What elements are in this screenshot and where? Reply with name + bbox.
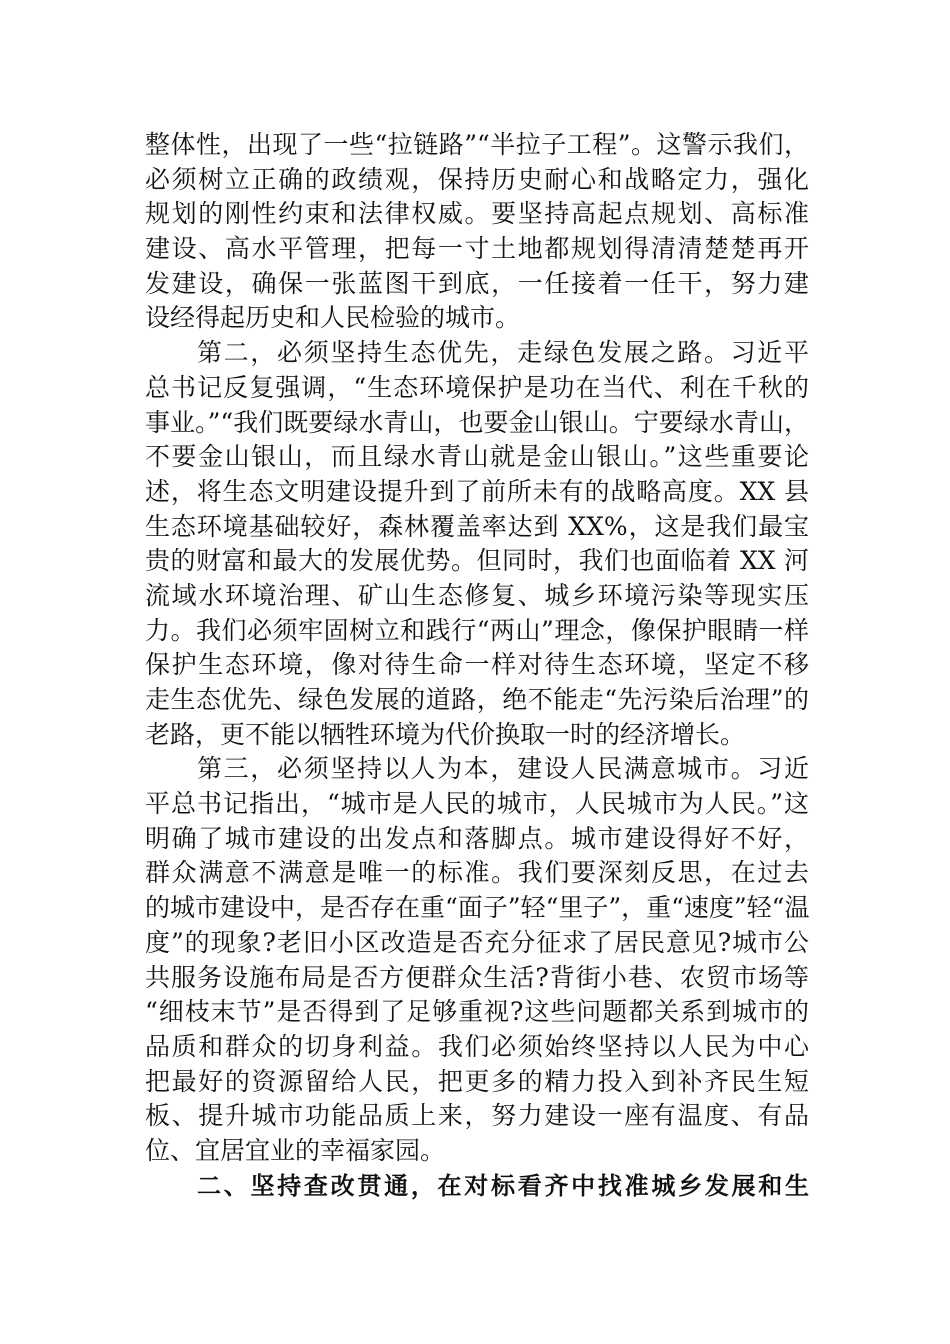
text-line: 把最好的资源留给人民，把更多的精力投入到补齐民生短	[145, 1066, 809, 1096]
text-line: 品质和群众的切身利益。我们必须始终坚持以人民为中心	[145, 1031, 809, 1061]
text-line: 规划的刚性约束和法律权威。要坚持高起点规划、高标准	[145, 199, 809, 229]
text-line: 明确了城市建设的出发点和落脚点。城市建设得好不好，	[145, 823, 809, 853]
text-line: 群众满意不满意是唯一的标准。我们要深刻反思，在过去	[145, 858, 809, 888]
text-line: 共服务设施布局是否方便群众生活?背街小巷、农贸市场等	[145, 962, 809, 992]
text-line: 位、宜居宜业的幸福家园。	[145, 1135, 446, 1165]
text-line: 建设、高水平管理，把每一寸土地都规划得清清楚楚再开	[145, 234, 809, 264]
text-line: 平总书记指出，“城市是人民的城市，人民城市为人民。”这	[145, 789, 809, 819]
text-line: 板、提升城市功能品质上来，努力建设一座有温度、有品	[145, 1101, 809, 1131]
text-line: “细枝末节”是否得到了足够重视?这些问题都关系到城市的	[145, 997, 809, 1027]
heading-line: 二、坚持查改贯通，在对标看齐中找准城乡发展和生	[197, 1171, 809, 1200]
text-line: 老路，更不能以牺牲环境为代价换取一时的经济增长。	[145, 719, 746, 749]
paragraph-ecology-first	[145, 336, 809, 752]
text-line: 力。我们必须牢固树立和践行“两山”理念，像保护眼睛一样	[145, 615, 809, 645]
text-line: 第二，必须坚持生态优先，走绿色发展之路。习近平	[197, 338, 809, 368]
text-line: 必须树立正确的政绩观，保持历史耐心和战略定力，强化	[145, 164, 809, 194]
document-body	[145, 128, 809, 1203]
paragraph-planning-continuation	[145, 128, 809, 336]
text-line: 整体性，出现了一些“拉链路”“半拉子工程”。这警示我们，	[145, 130, 809, 159]
text-line: 设经得起历史和人民检验的城市。	[145, 303, 521, 333]
text-line: 贵的财富和最大的发展优势。但同时，我们也面临着 XX 河	[145, 546, 809, 576]
text-line: 走生态优先、绿色发展的道路，绝不能走“先污染后治理”的	[145, 685, 809, 714]
text-line: 的城市建设中，是否存在重“面子”轻“里子”，重“速度”轻“温	[145, 893, 810, 923]
text-line: 流域水环境治理、矿山生态修复、城乡环境污染等现实压	[145, 580, 809, 610]
text-line: 事业。”“我们既要绿水青山，也要金山银山。宁要绿水青山，	[145, 407, 809, 437]
paragraph-people-oriented	[145, 752, 809, 1168]
text-line: 不要金山银山，而且绿水青山就是金山银山。”这些重要论	[145, 442, 809, 472]
section-heading-two	[145, 1169, 809, 1204]
text-line: 保护生态环境，像对待生命一样对待生态环境，坚定不移	[145, 650, 809, 680]
text-line: 生态环境基础较好，森林覆盖率达到 XX%，这是我们最宝	[145, 511, 809, 541]
text-line: 总书记反复强调，“生态环境保护是功在当代、利在千秋的	[145, 372, 809, 402]
text-line: 述，将生态文明建设提升到了前所未有的战略高度。XX 县	[145, 476, 809, 506]
text-line: 第三，必须坚持以人为本，建设人民满意城市。习近	[197, 754, 809, 784]
text-line: 发建设，确保一张蓝图干到底，一任接着一任干，努力建	[145, 268, 809, 298]
text-line: 度”的现象?老旧小区改造是否充分征求了居民意见?城市公	[145, 927, 809, 957]
